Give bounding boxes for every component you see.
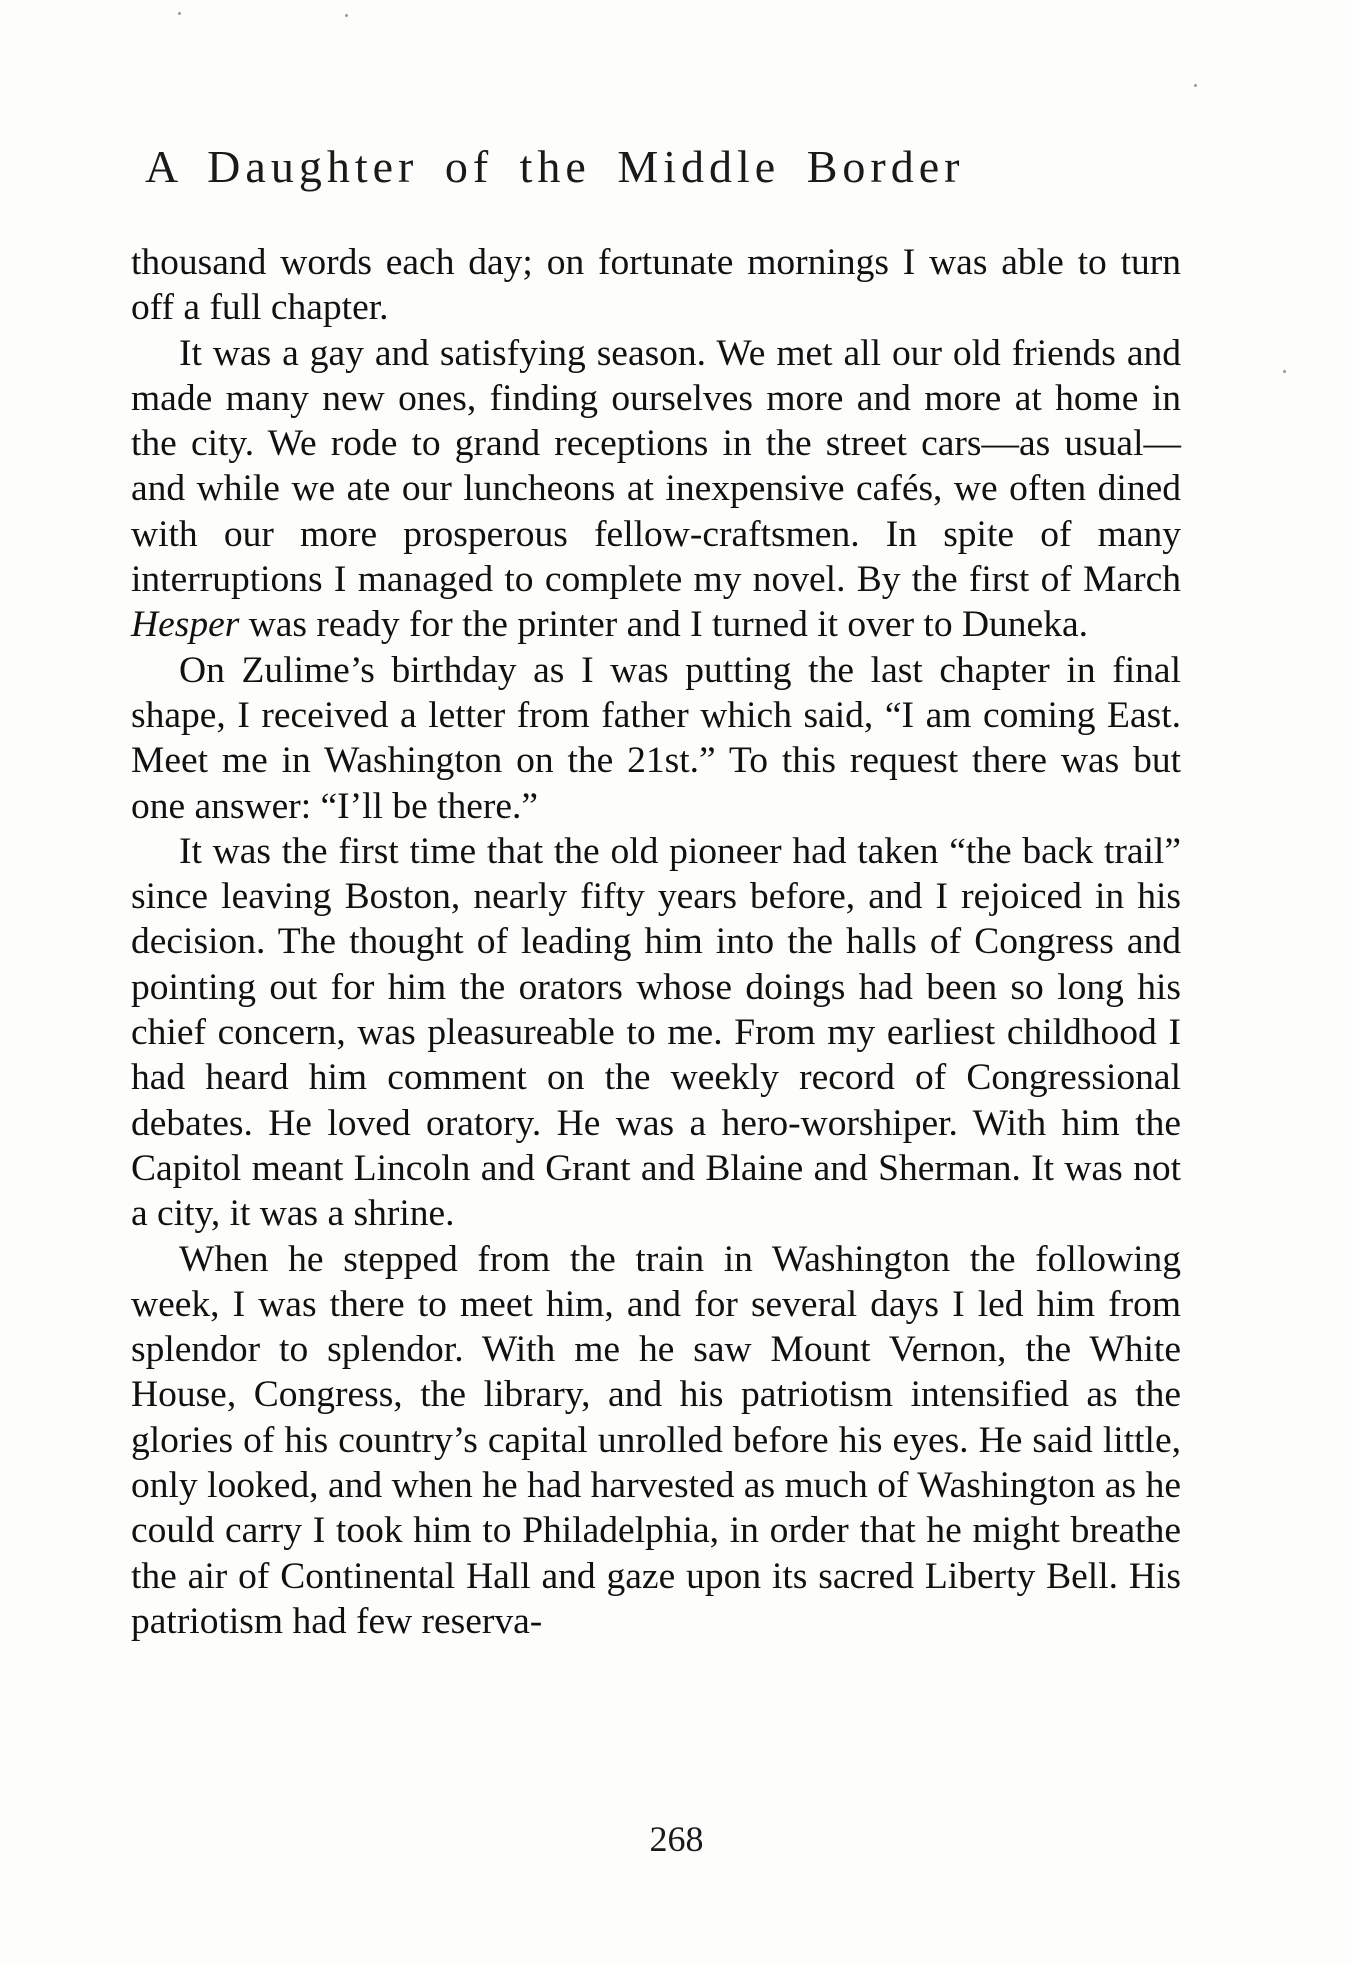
paper-speck (178, 12, 181, 15)
paragraph-season-text: It was a gay and satisfying season. We met all our old friends and made many new ones, finding ourselves more and more at home in the city. We rode to grand receptions in the street cars—as usual—and while we ate our luncheons at inexpensive cafés, we often dined with our more prosperous fellow-craftsmen. In spite of many interruptions I managed to complete my novel. By the first of March (131, 332, 1181, 601)
paper-speck (345, 14, 348, 17)
paragraph-continuation: thousand words each day; on fortunate mornings I was able to turn off a full chapter. (131, 242, 1181, 329)
paragraph-season (131, 331, 1181, 648)
running-head: A Daughter of the Middle Border (145, 141, 965, 192)
paper-speck (1194, 84, 1197, 87)
body-text (131, 240, 1181, 1644)
book-title-hesper: Hesper (131, 604, 240, 646)
paragraph-washington: When he stepped from the train in Washington the following week, I was there to meet him, and for several days I led him from splendor to splendor. With me he saw Mount Vernon, the White House, Congress, the library, and his patriotism intensified as the glories of his country’s capital unrolled before his eyes. He said little, only looked, and when he had harvested as much of Washington as he could carry I took him to Philadelphia, in order that he might breathe the air of Continental Hall and gaze upon its sacred Liberty Bell. His patriotism had few reserva- (131, 1238, 1181, 1642)
paper-speck (1283, 370, 1286, 373)
page-number: 268 (649, 1819, 704, 1859)
paragraph-letter: On Zulime’s birthday as I was putting the last chapter in final shape, I received a letter from father which said, “I am coming East. Meet me in Washington on the 21st.” To this request there was but one answer: “I’ll be there.” (131, 649, 1181, 827)
paragraph-pioneer: It was the first time that the old pioneer had taken “the back trail” since leaving Boston, nearly fifty years before, and I rejoiced in his decision. The thought of leading him into the halls of Congress and pointing out for him the orators whose doings had been so long his chief concern, was pleasureable to me. From my earliest childhood I had heard him comment on the weekly record of Congressional debates. He loved oratory. He was a hero-worshiper. With him the Capitol meant Lincoln and Grant and Blaine and Sherman. It was not a city, it was a shrine. (131, 830, 1181, 1235)
paragraph-season-text-end: was ready for the printer and I turned it over to Duneka. (239, 604, 1088, 646)
